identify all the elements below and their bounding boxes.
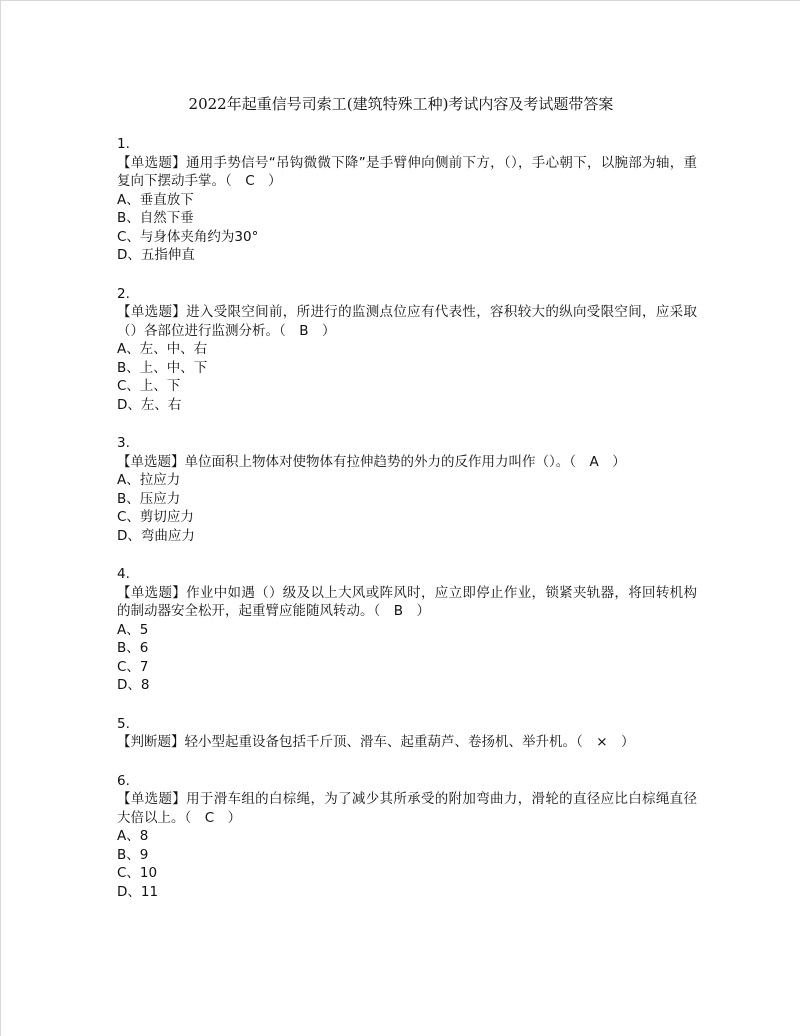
option-d: D、8 xyxy=(117,677,150,693)
question-stem: 【单选题】用于滑车组的白棕绳，为了减少其所承受的附加弯曲力，滑轮的直径应比白棕绳直径大倍以上。（ C ） xyxy=(117,791,697,826)
option-b: B、6 xyxy=(117,640,149,656)
question-stem: 【单选题】通用手势信号“吊钩微微下降”是手臂伸向侧前下方，（），手心朝下，以腕部为轴，重复向下摆动手掌。（ C ） xyxy=(117,154,697,189)
option-b: B、上、中、下 xyxy=(117,359,208,376)
option-c: C、剪切应力 xyxy=(117,509,194,525)
option-a: A、5 xyxy=(117,621,149,638)
option-a: A、垂直放下 xyxy=(117,191,194,208)
document-title: 2022年起重信号司索工(建筑特殊工种)考试内容及考试题带答案 xyxy=(188,95,614,113)
option-a: A、8 xyxy=(117,828,149,844)
option-c: C、上、下 xyxy=(117,378,181,394)
question-stem: 【单选题】单位面积上物体对使物体有拉伸趋势的外力的反作用力叫作（）。（ A ） xyxy=(117,453,626,470)
question-number: 6. xyxy=(117,772,130,789)
option-a: A、左、中、右 xyxy=(117,341,208,357)
question-list xyxy=(117,135,697,921)
option-b: B、压应力 xyxy=(117,490,181,507)
option-c: C、与身体夹角约为30° xyxy=(117,228,259,245)
option-d: D、五指伸直 xyxy=(117,247,195,263)
question-number: 3. xyxy=(117,435,130,451)
option-a: A、拉应力 xyxy=(117,472,181,488)
question-3 xyxy=(117,434,697,545)
question-6 xyxy=(117,772,697,902)
question-number: 5. xyxy=(117,715,130,732)
option-d: D、11 xyxy=(117,883,159,900)
question-number: 4. xyxy=(117,566,130,582)
question-number: 1. xyxy=(117,136,130,152)
option-b: B、9 xyxy=(117,846,149,863)
option-c: C、10 xyxy=(117,865,158,881)
question-4 xyxy=(117,565,697,695)
question-number: 2. xyxy=(117,285,130,302)
question-2 xyxy=(117,285,697,415)
question-stem: 【单选题】进入受限空间前，所进行的监测点位应有代表性，容积较大的纵向受限空间，应采取（）各部位进行监测分析。（ B ） xyxy=(117,304,697,339)
option-b: B、自然下垂 xyxy=(117,210,194,226)
question-stem: 【单选题】作业中如遇（）级及以上大风或阵风时，应立即停止作业，锁紧夹轨器，将回转机构的制动器安全松开，起重臂应能随风转动。（ B ） xyxy=(117,584,697,619)
question-1 xyxy=(117,135,697,265)
question-5 xyxy=(117,715,697,752)
option-d: D、弯曲应力 xyxy=(117,527,195,544)
option-d: D、左、右 xyxy=(117,396,182,413)
option-c: C、7 xyxy=(117,658,149,675)
question-stem: 【判断题】轻小型起重设备包括千斤顶、滑车、起重葫芦、卷扬机、举升机。（ × ） xyxy=(117,734,635,750)
